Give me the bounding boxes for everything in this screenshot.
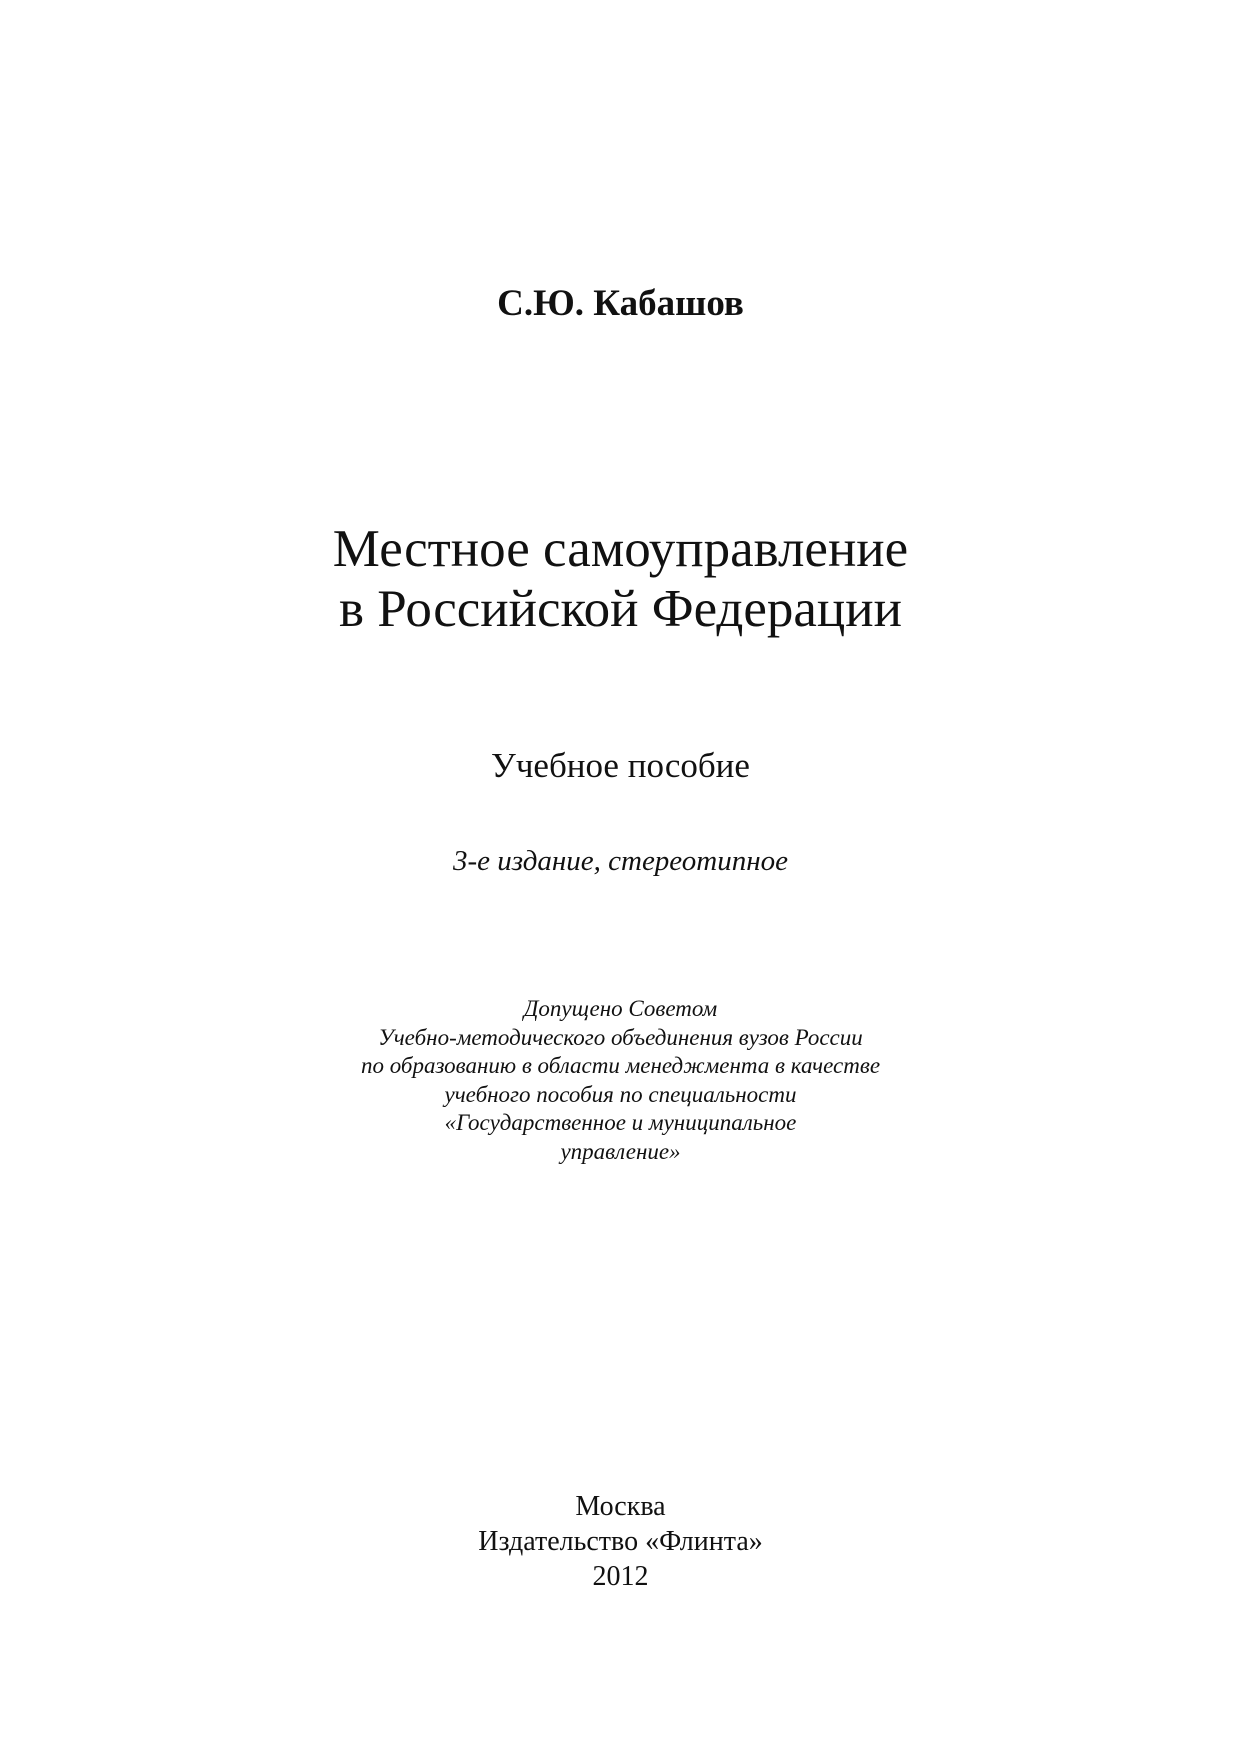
- imprint-year: 2012: [592, 1561, 649, 1592]
- book-subtitle: Учебное пособие: [491, 746, 750, 785]
- approval-line-2: Учебно-методического объединения вузов России: [378, 1024, 863, 1050]
- approval-line-1: Допущено Советом: [523, 996, 718, 1021]
- approval-line-6: управление»: [560, 1138, 681, 1164]
- imprint-publisher: Издательство «Флинта»: [478, 1526, 763, 1557]
- book-title-line-1: Местное самоуправление: [332, 520, 909, 578]
- approval-line-5: «Государственное и муниципальное: [444, 1110, 797, 1135]
- book-title: [0, 519, 1241, 639]
- approval-line-3: по образованию в области менеджмента в качестве: [360, 1053, 881, 1078]
- approval-note: [0, 995, 1241, 1166]
- author-name: С.Ю. Кабашов: [497, 283, 744, 324]
- edition-note: 3-е издание, стереотипное: [452, 845, 788, 877]
- imprint: [0, 1489, 1241, 1594]
- imprint-city: Москва: [575, 1491, 666, 1522]
- approval-line-4: учебного пособия по специальности: [444, 1081, 797, 1107]
- book-title-line-2: в Российской Федерации: [338, 580, 903, 638]
